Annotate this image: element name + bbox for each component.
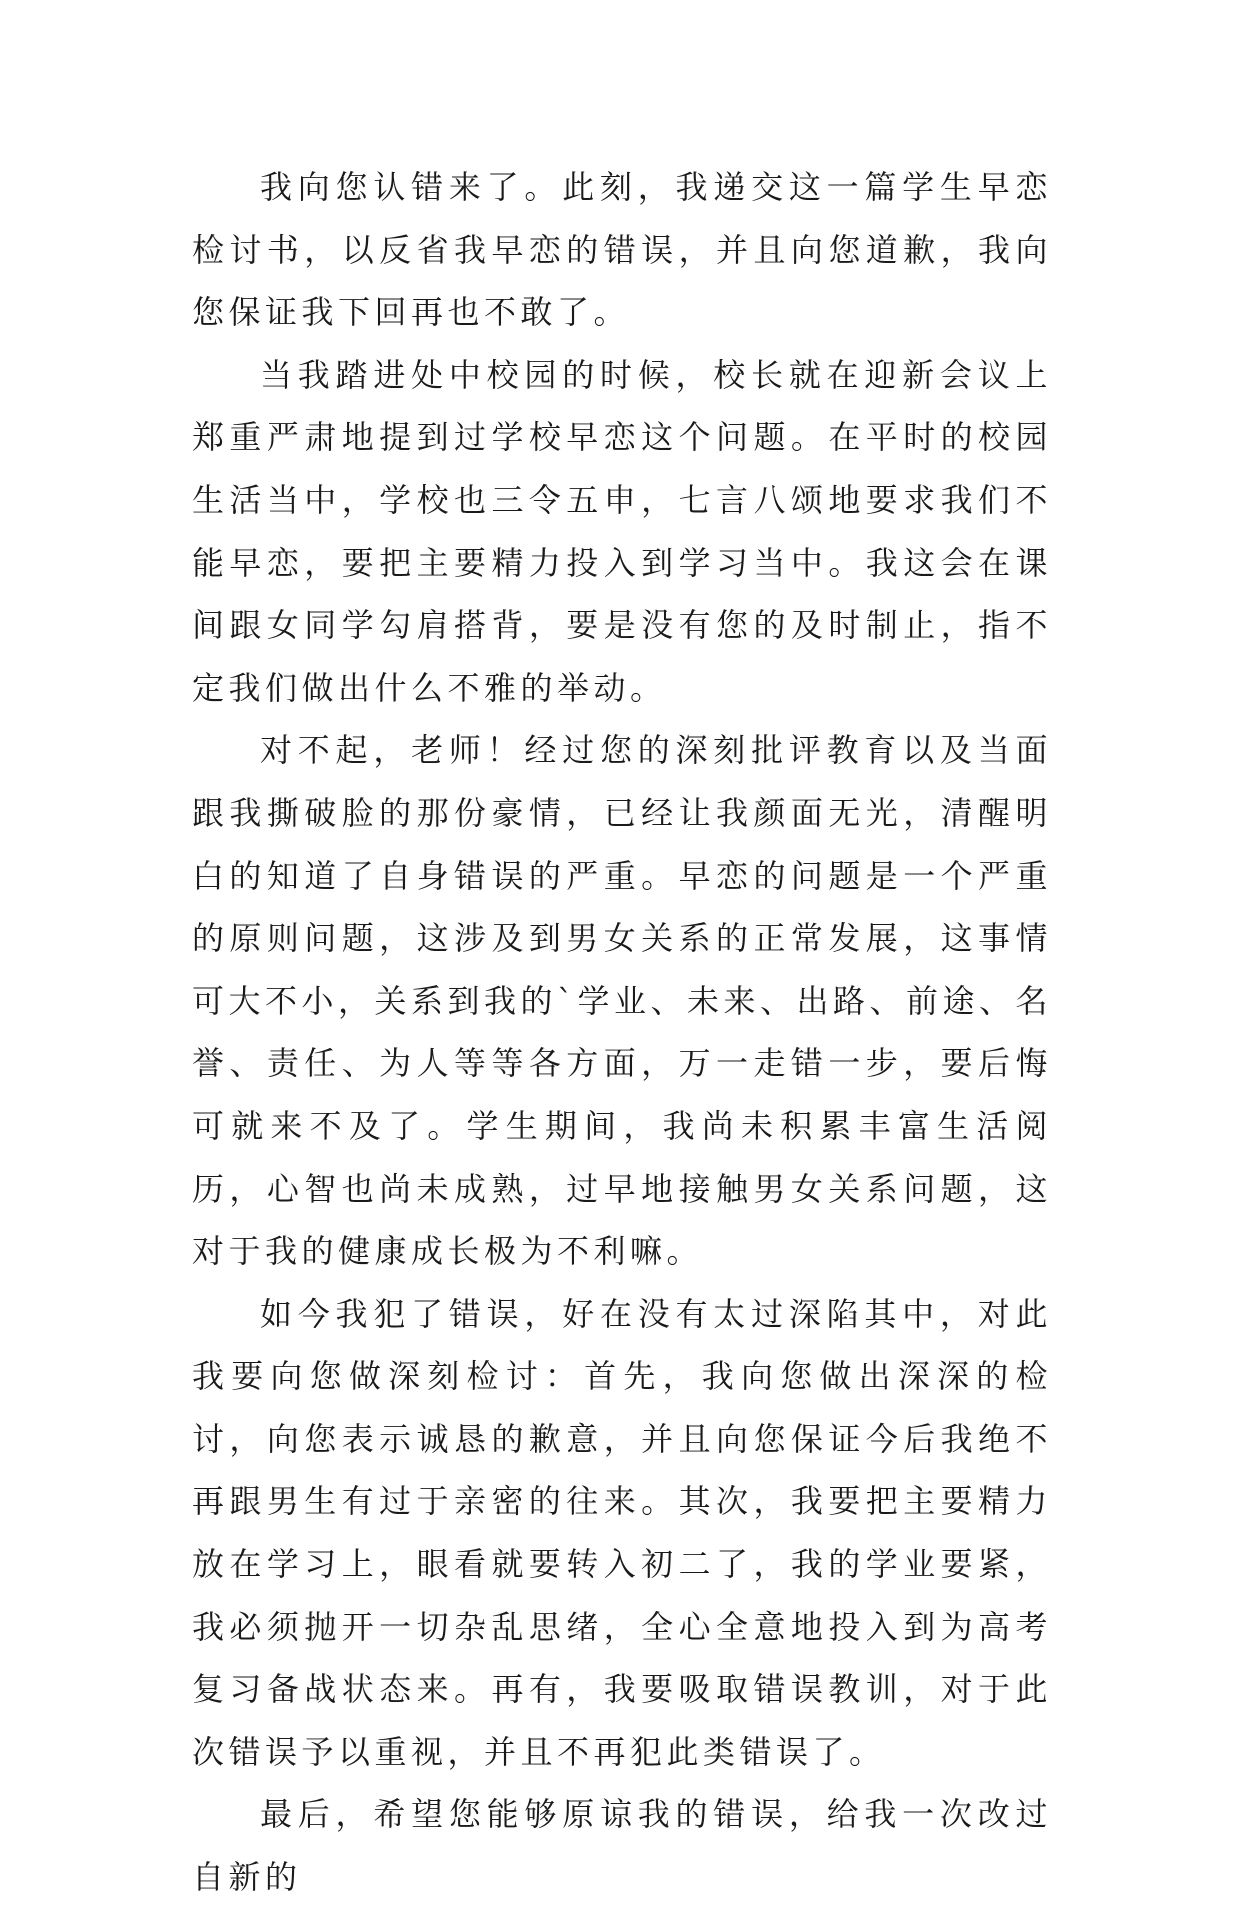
paragraph-3: 对不起，老师！经过您的深刻批评教育以及当面跟我撕破脸的那份豪情，已经让我颜面无光，清醒明白的知道了自身错误的严重。早恋的问题是一个严重的原则问题，这涉及到男女关系的正常发展，这事情可大不小，关系到我的`学业、未来、出路、前途、名誉、责任、为人等等各方面，万一走错一步，要后悔可就来不及了。学生期间，我尚未积累丰富生活阅历，心智也尚未成熟，过早地接触男女关系问题，这对于我的健康成长极为不利嘛。 xyxy=(192,731,1053,1271)
paragraph-5: 最后，希望您能够原谅我的错误，给我一次改过自新的 xyxy=(192,1795,1052,1897)
paragraph-2: 当我踏进处中校园的时候，校长就在迎新会议上郑重严肃地提到过学校早恋这个问题。在平时的校园生活当中，学校也三令五申，七言八颂地要求我们不能早恋，要把主要精力投入到学习当中。我这会在课间跟女同学勾肩搭背，要是没有您的及时制止，指不定我们做出什么不雅的举动。 xyxy=(192,355,1052,707)
document-page xyxy=(192,156,1052,1909)
paragraph-4: 如今我犯了错误，好在没有太过深陷其中，对此我要向您做深刻检讨：首先，我向您做出深深的检讨，向您表示诚恳的歉意，并且向您保证今后我绝不再跟男生有过于亲密的往来。其次，我要把主要精力放在学习上，眼看就要转入初二了，我的学业要紧，我必须抛开一切杂乱思绪，全心全意地投入到为高考复习备战状态来。再有，我要吸取错误教训，对于此次错误予以重视，并且不再犯此类错误了。 xyxy=(192,1294,1052,1771)
paragraph-1: 我向您认错来了。此刻，我递交这一篇学生早恋检讨书，以反省我早恋的错误，并且向您道歉，我向您保证我下回再也不敢了。 xyxy=(192,168,1052,332)
